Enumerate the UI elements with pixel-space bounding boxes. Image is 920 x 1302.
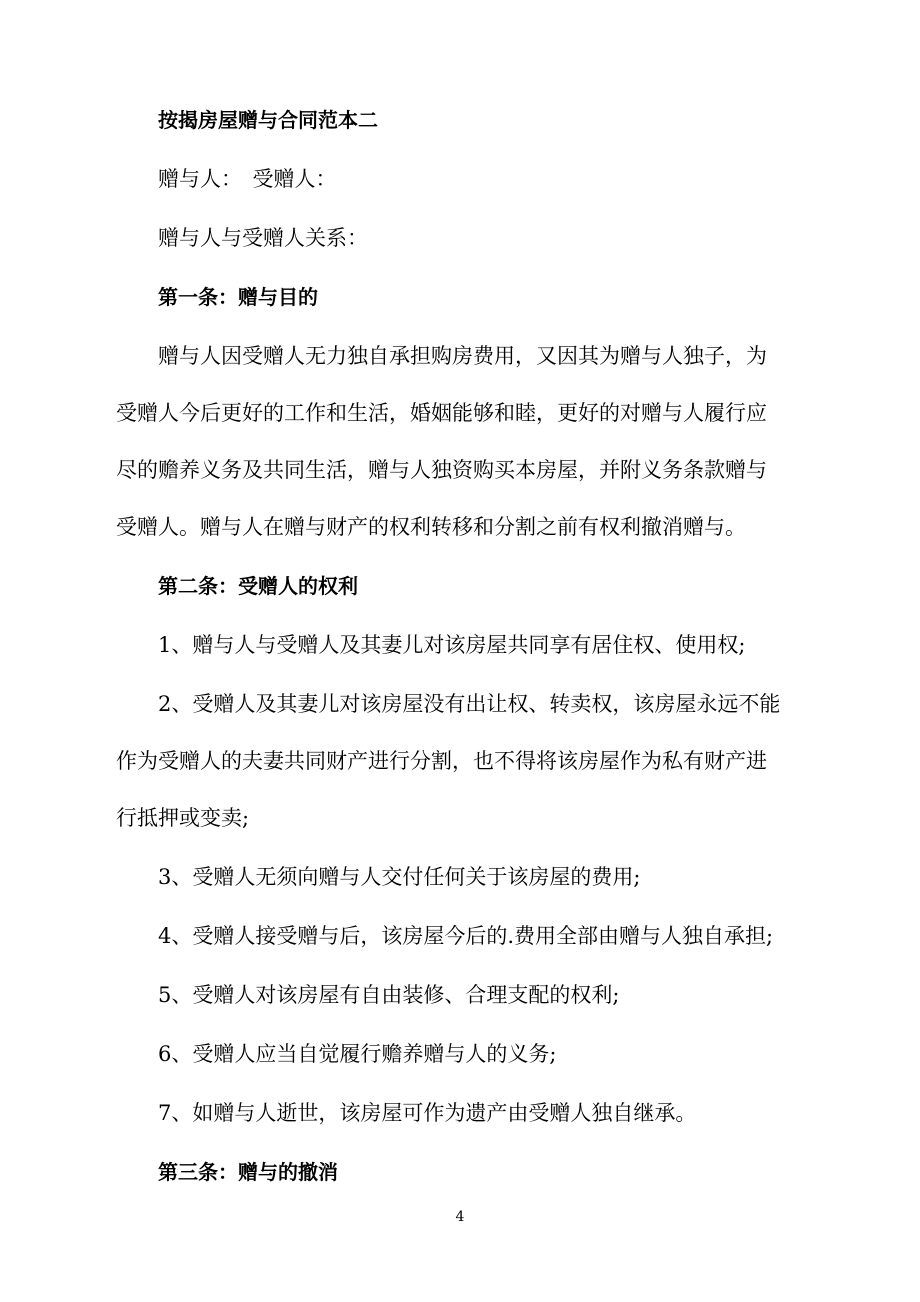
paragraph-line: 作为受赠人的夫妻共同财产进行分割，也不得将该房屋作为私有财产进 (116, 749, 767, 773)
list-item: 3、受赠人无须向赠与人交付任何关于该房屋的费用; (158, 865, 641, 889)
list-item: 5、受赠人对该房屋有自由装修、合理支配的权利; (158, 983, 620, 1007)
article-3-heading: 第三条：赠与的撤消 (158, 1160, 338, 1184)
list-item: 4、受赠人接受赠与后，该房屋今后的.费用全部由赠与人独自承担; (158, 924, 774, 948)
parties-line: 赠与人： 受赠人： (158, 167, 337, 191)
paragraph-line: 行抵押或变卖; (116, 806, 250, 830)
list-item: 1、赠与人与受赠人及其妻儿对该房屋共同享有居住权、使用权; (158, 633, 746, 657)
paragraph-line: 赠与人因受赠人无力独自承担购房费用，又因其为赠与人独子，为 (158, 344, 767, 368)
article-1-heading: 第一条：赠与目的 (158, 285, 318, 309)
paragraph-line: 受赠人。赠与人在赠与财产的权利转移和分割之前有权利撤消赠与。 (116, 515, 746, 539)
list-item-2 (116, 689, 808, 833)
document-title: 按揭房屋赠与合同范本二 (158, 108, 378, 132)
paragraph-line: 2、受赠人及其妻儿对该房屋没有出让权、转卖权，该房屋永远不能 (158, 692, 781, 716)
list-item: 7、如赠与人逝世，该房屋可作为遗产由受赠人独自继承。 (158, 1101, 697, 1125)
contract-body (116, 105, 808, 1187)
paragraph-line: 受赠人今后更好的工作和生活，婚姻能够和睦，更好的对赠与人履行应 (116, 401, 767, 425)
page-number: 4 (455, 1209, 465, 1225)
article-2-heading: 第二条：受赠人的权利 (158, 574, 358, 598)
article-1-paragraph (116, 341, 808, 542)
list-item: 6、受赠人应当自觉履行赡养赠与人的义务; (158, 1042, 557, 1066)
paragraph-line: 尽的赡养义务及共同生活，赠与人独资购买本房屋，并附义务条款赠与 (116, 458, 767, 482)
relationship-line: 赠与人与受赠人关系： (158, 226, 368, 250)
